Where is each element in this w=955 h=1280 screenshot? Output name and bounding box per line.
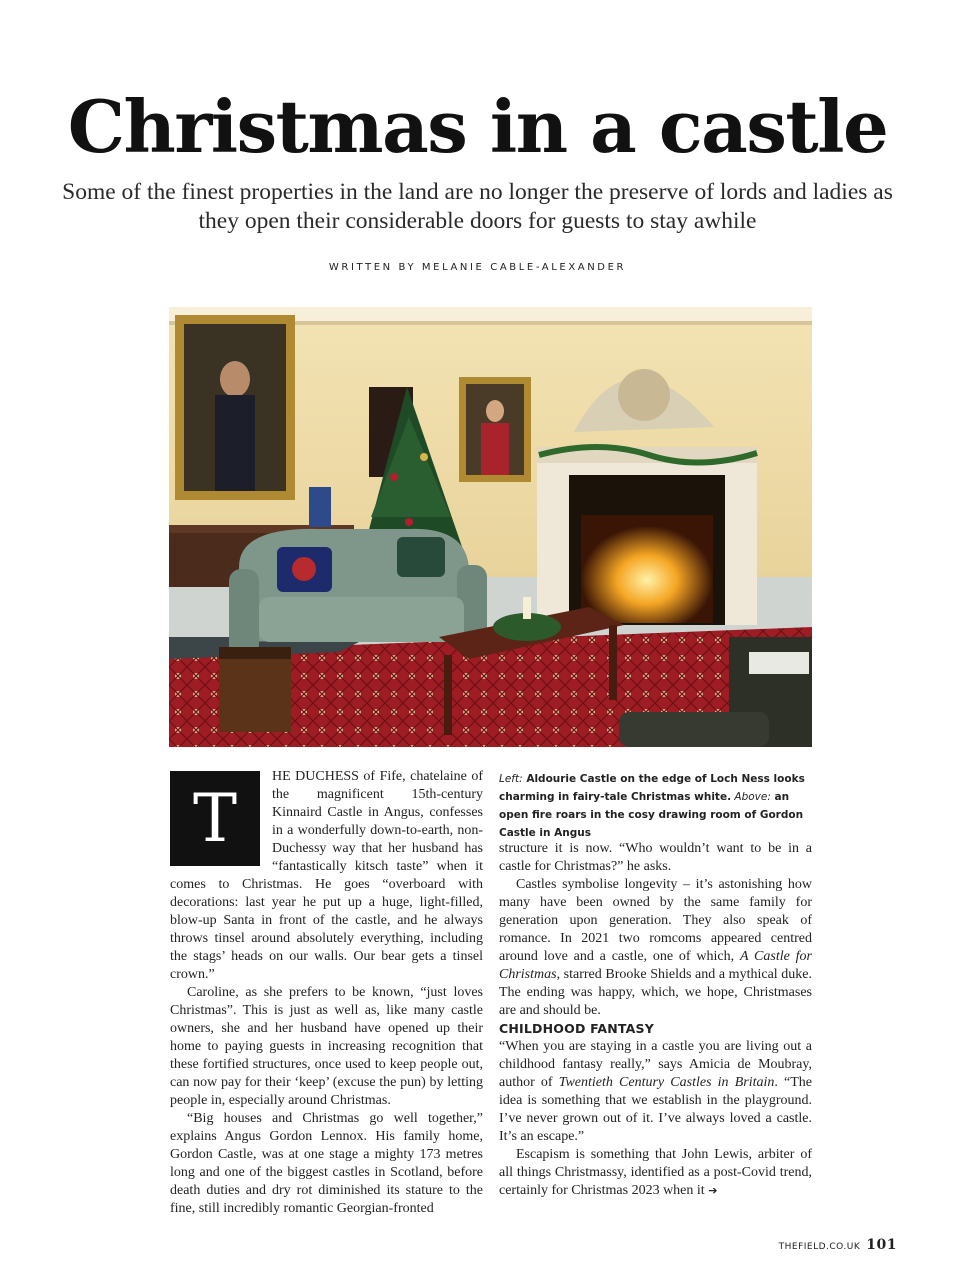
book-title: Twentieth Century Castles in Britain (558, 1075, 775, 1090)
paragraph-text: Castles symbolise longevity – it’s astonishing how many have been owned by the same family for generation upon generation. They also speak of romance. In 2021 two romcoms appeared centred around love and a castle, one of which, (499, 877, 812, 964)
caption-above-text: an open fire roars in the cosy drawing room of Gordon Castle in Angus (499, 791, 804, 839)
paragraph: Caroline, as she prefers to be known, “just loves Christmas”. This is just as well as, like many castle owners, she and her husband have opened up their home to paying guests in increasing recognition that these fortified structures, once used to keep people out, can now pay for their ‘keep’ (excuse the pun) by letting people in, especially around Christmas. (170, 985, 483, 1108)
film-title: A Castle for Christmas (499, 949, 812, 982)
paragraph (499, 876, 812, 1020)
paragraph: “Big houses and Christmas go well together,” explains Angus Gordon Lennox. His family home, Gordon Castle, was at one stage a mighty 173 metres long and one of the biggest castles in Scotland, before death duties and dry rot diminished its stature to the fine, still incredibly romantic Georgian-fronted (170, 1111, 483, 1216)
body-column-left (170, 768, 483, 1218)
caption-left-label: Left: (499, 773, 523, 785)
photo-illustration (169, 307, 812, 747)
paragraph (499, 1146, 812, 1200)
article-title: Christmas in a castle (67, 84, 888, 169)
paragraph: structure it is now. “Who wouldn’t want to be in a castle for Christmas?” he asks. (499, 841, 812, 874)
continue-arrow-icon: ➔ (708, 1184, 718, 1197)
drop-cap: T (170, 771, 260, 866)
paragraph-text: . “The idea is something that we establish in the playground. I’ve never grown out of it. I’ve always loved a castle. It’s an escape.” (499, 1075, 812, 1144)
paragraph: HE DUCHESS of Fife, chatelaine of the magnificent 15th-century Kinnaird Castle in Angus, confesses in a wonderfully down-to-earth, non-Duchessy way that her husband has “fantastically kitsch taste” when it comes to Christmas. He goes “overboard with decorations: last year he put up a huge, light-filled, blow-up Santa in front of the castle, and he always throws tinsel around absolutely everything, including the stags’ heads on our walls. Our bear gets a tinsel crown.” (170, 769, 483, 982)
paragraph-text: , starred Brooke Shields and a mythical duke. The ending was happy, which, we hope, Christmases are and should be. (499, 967, 812, 1018)
paragraph-text: Escapism is something that John Lewis, arbiter of all things Christmassy, identified as a post-Covid trend, certainly for Christmas 2023 when it (499, 1147, 812, 1198)
paragraph (499, 1038, 812, 1146)
caption-above-label: Above: (731, 791, 771, 803)
section-subhead: CHILDHOOD FANTASY (499, 1021, 654, 1036)
article-standfirst: Some of the finest properties in the land are no longer the preserve of lords and ladies as they open their considerable doors for guests to stay awhile (62, 179, 893, 234)
site-url: THEFIELD.CO.UK (778, 1242, 861, 1252)
body-column-right (499, 840, 812, 1200)
caption-left-text: Aldourie Castle on the edge of Loch Ness looks charming in fairy-tale Christmas white. (499, 773, 805, 803)
byline: WRITTEN BY MELANIE CABLE-ALEXANDER (328, 262, 627, 273)
paragraph-text: “When you are staying in a castle you are living out a childhood fantasy really,” says Amicia de Moubray, author of (499, 1039, 812, 1090)
page-number: 101 (866, 1237, 897, 1253)
page-footer (779, 1237, 897, 1253)
photo-caption (499, 770, 812, 842)
castle-drawing-room-photo (169, 307, 812, 747)
